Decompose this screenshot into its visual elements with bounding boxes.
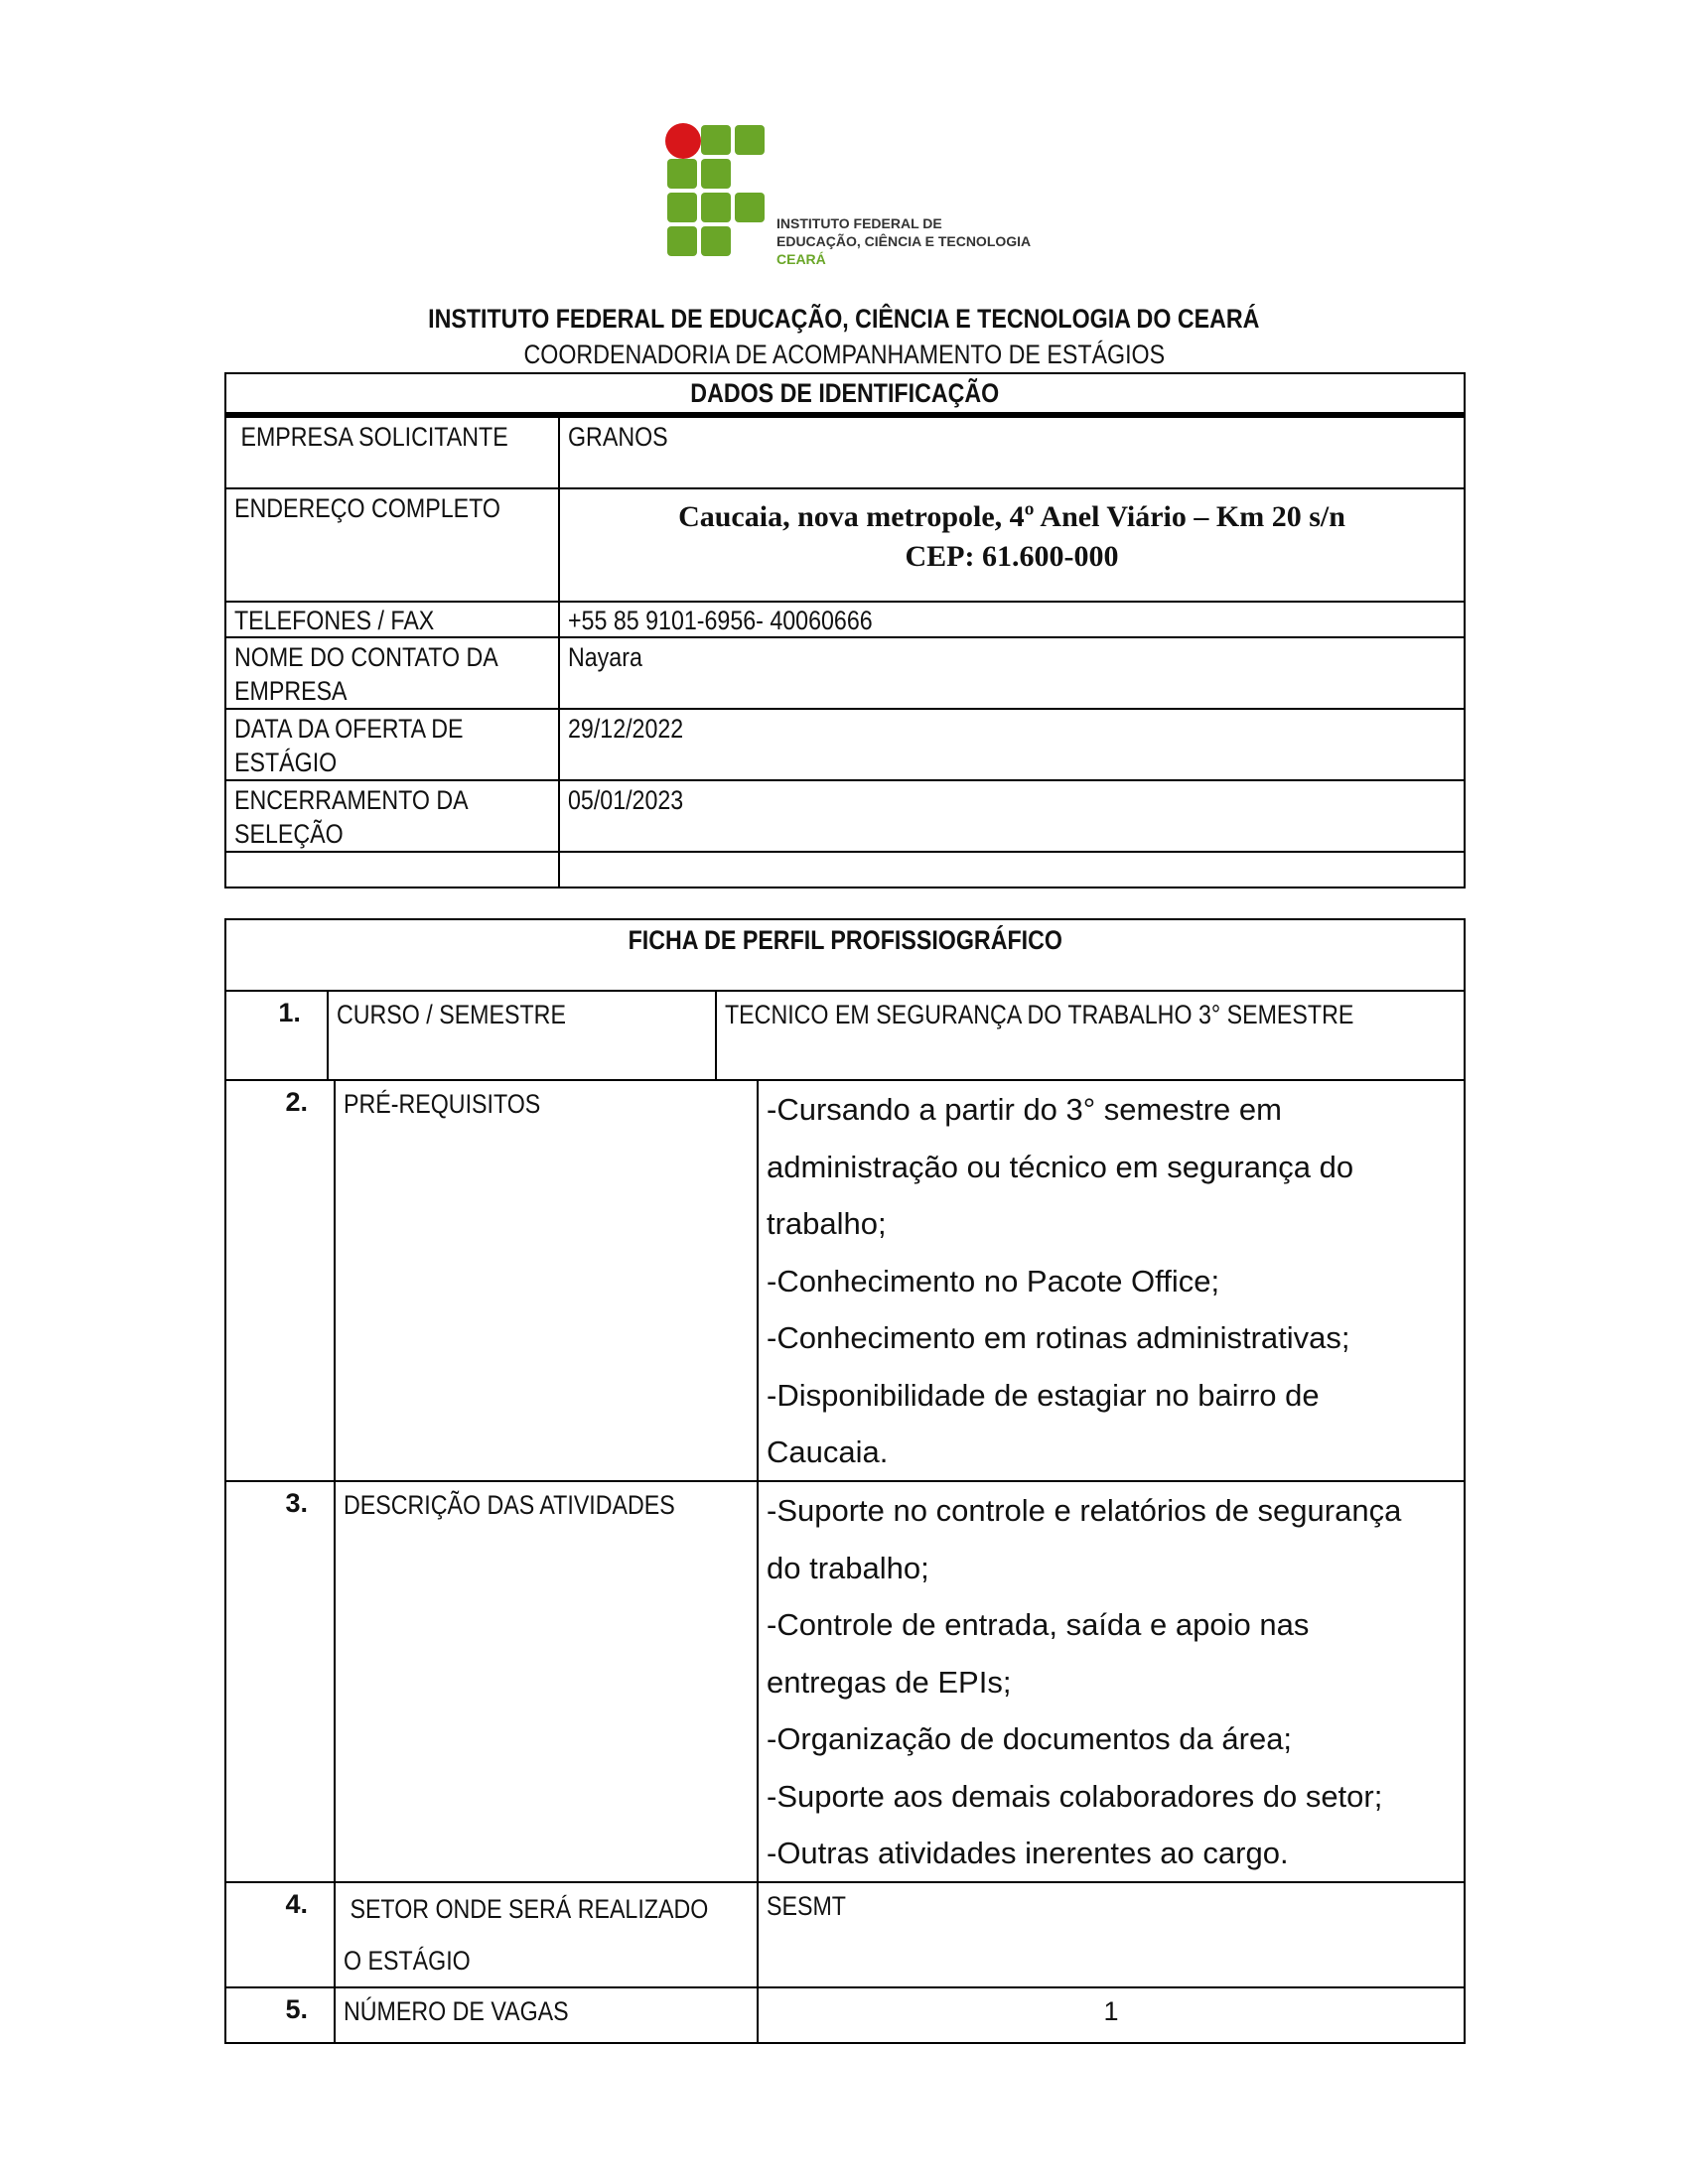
table-row bbox=[226, 1883, 1464, 1988]
logo-red-dot bbox=[665, 123, 701, 159]
address-value bbox=[560, 489, 1464, 601]
row-number: 1. bbox=[226, 992, 329, 1079]
address-label: ENDEREÇO COMPLETO bbox=[226, 489, 560, 601]
offer-date-label: DATA DA OFERTA DE ESTÁGIO bbox=[226, 710, 560, 779]
row-number: 4. bbox=[226, 1883, 336, 1986]
activity-line: -Suporte no controle e relatórios de segurança bbox=[767, 1493, 1402, 1528]
row-number: 2. bbox=[226, 1081, 336, 1480]
logo-square bbox=[667, 226, 697, 256]
logo-square bbox=[701, 193, 731, 222]
contact-label: NOME DO CONTATO DA EMPRESA bbox=[226, 638, 560, 708]
course-value: TECNICO EM SEGURANÇA DO TRABALHO 3° SEMESTRE bbox=[724, 1000, 1353, 1029]
empty-cell bbox=[560, 853, 1464, 887]
profile-title bbox=[226, 920, 1464, 992]
activity-line: -Outras atividades inerentes ao cargo. bbox=[767, 1836, 1289, 1870]
logo-square bbox=[735, 193, 765, 222]
institution-title bbox=[0, 304, 1688, 335]
activity-line: -Suporte aos demais colaboradores do setor; bbox=[767, 1778, 1383, 1814]
logo-text-line1: INSTITUTO FEDERAL DE bbox=[776, 215, 942, 231]
sector-value: SESMT bbox=[767, 1891, 846, 1921]
phone-value: +55 85 9101-6956- 40060666 bbox=[568, 606, 873, 635]
row-number: 5. bbox=[226, 1988, 336, 2042]
prerequisite-line: trabalho; bbox=[767, 1206, 887, 1241]
logo-text-line2: EDUCAÇÃO, CIÊNCIA E TECNOLOGIA bbox=[776, 233, 1032, 249]
activity-line: -Controle de entrada, saída e apoio nas bbox=[767, 1607, 1310, 1642]
logo-square bbox=[667, 193, 697, 222]
profile-table bbox=[224, 918, 1466, 2044]
table-row bbox=[226, 638, 1464, 710]
company-label: EMPRESA SOLICITANTE bbox=[226, 418, 560, 487]
logo-text-line3: CEARÁ bbox=[776, 251, 826, 267]
activities-value bbox=[759, 1482, 1464, 1881]
coordination-title bbox=[0, 340, 1688, 370]
table-row bbox=[226, 710, 1464, 781]
address-line1: Caucaia, nova metropole, 4º Anel Viário – Km 20 s/n bbox=[678, 500, 1345, 533]
activity-line: -Organização de documentos da área; bbox=[767, 1721, 1293, 1756]
prerequisite-line: -Cursando a partir do 3° semestre em bbox=[767, 1092, 1282, 1127]
logo-square bbox=[667, 159, 697, 189]
identification-title bbox=[226, 374, 1464, 418]
address-line2: CEP: 61.600-000 bbox=[905, 540, 1119, 573]
vacancies-label: NÚMERO DE VAGAS bbox=[336, 1988, 759, 2042]
logo-square bbox=[701, 159, 731, 189]
prerequisite-line: -Conhecimento em rotinas administrativas; bbox=[767, 1320, 1350, 1355]
contact-value: Nayara bbox=[568, 642, 642, 672]
table-row bbox=[226, 1988, 1464, 2042]
table-row bbox=[226, 1081, 1464, 1482]
closing-value: 05/01/2023 bbox=[568, 785, 684, 815]
table-row bbox=[226, 489, 1464, 603]
prerequisite-line: Caucaia. bbox=[767, 1434, 889, 1469]
prerequisites-label: PRÉ-REQUISITOS bbox=[336, 1081, 759, 1480]
vacancies-value: 1 bbox=[1103, 1996, 1119, 2026]
logo-square bbox=[701, 125, 731, 155]
sector-label: SETOR ONDE SERÁ REALIZADO O ESTÁGIO bbox=[336, 1883, 759, 1986]
table-row bbox=[226, 603, 1464, 638]
table-row-empty bbox=[226, 853, 1464, 887]
prerequisite-line: -Conhecimento no Pacote Office; bbox=[767, 1263, 1220, 1298]
table-row bbox=[226, 781, 1464, 853]
logo-text bbox=[776, 214, 1031, 268]
course-label: CURSO / SEMESTRE bbox=[329, 992, 717, 1079]
company-value: GRANOS bbox=[568, 422, 668, 452]
identification-title-text: DADOS DE IDENTIFICAÇÃO bbox=[690, 378, 1000, 408]
table-row bbox=[226, 992, 1464, 1081]
activities-label: DESCRIÇÃO DAS ATIVIDADES bbox=[336, 1482, 759, 1881]
row-number: 3. bbox=[226, 1482, 336, 1881]
prerequisites-value bbox=[759, 1081, 1464, 1480]
coordination-title-text: COORDENADORIA DE ACOMPANHAMENTO DE ESTÁGIOS bbox=[523, 340, 1165, 369]
identification-table bbox=[224, 372, 1466, 888]
prerequisite-line: administração ou técnico em segurança do bbox=[767, 1149, 1354, 1184]
activity-line: entregas de EPIs; bbox=[767, 1664, 1012, 1700]
empty-cell bbox=[226, 853, 560, 887]
activity-line: do trabalho; bbox=[767, 1550, 929, 1585]
closing-label: ENCERRAMENTO DA SELEÇÃO bbox=[226, 781, 560, 851]
institution-title-text: INSTITUTO FEDERAL DE EDUCAÇÃO, CIÊNCIA E TECNOLOGIA DO CEARÁ bbox=[428, 304, 1260, 334]
profile-title-text: FICHA DE PERFIL PROFISSIOGRÁFICO bbox=[628, 925, 1062, 955]
table-row bbox=[226, 1482, 1464, 1883]
table-row bbox=[226, 418, 1464, 489]
logo-square bbox=[735, 125, 765, 155]
ifce-logo bbox=[665, 121, 1043, 270]
prerequisite-line: -Disponibilidade de estagiar no bairro de bbox=[767, 1377, 1320, 1413]
offer-date-value: 29/12/2022 bbox=[568, 714, 684, 744]
phone-label: TELEFONES / FAX bbox=[226, 603, 560, 636]
logo-square bbox=[701, 226, 731, 256]
